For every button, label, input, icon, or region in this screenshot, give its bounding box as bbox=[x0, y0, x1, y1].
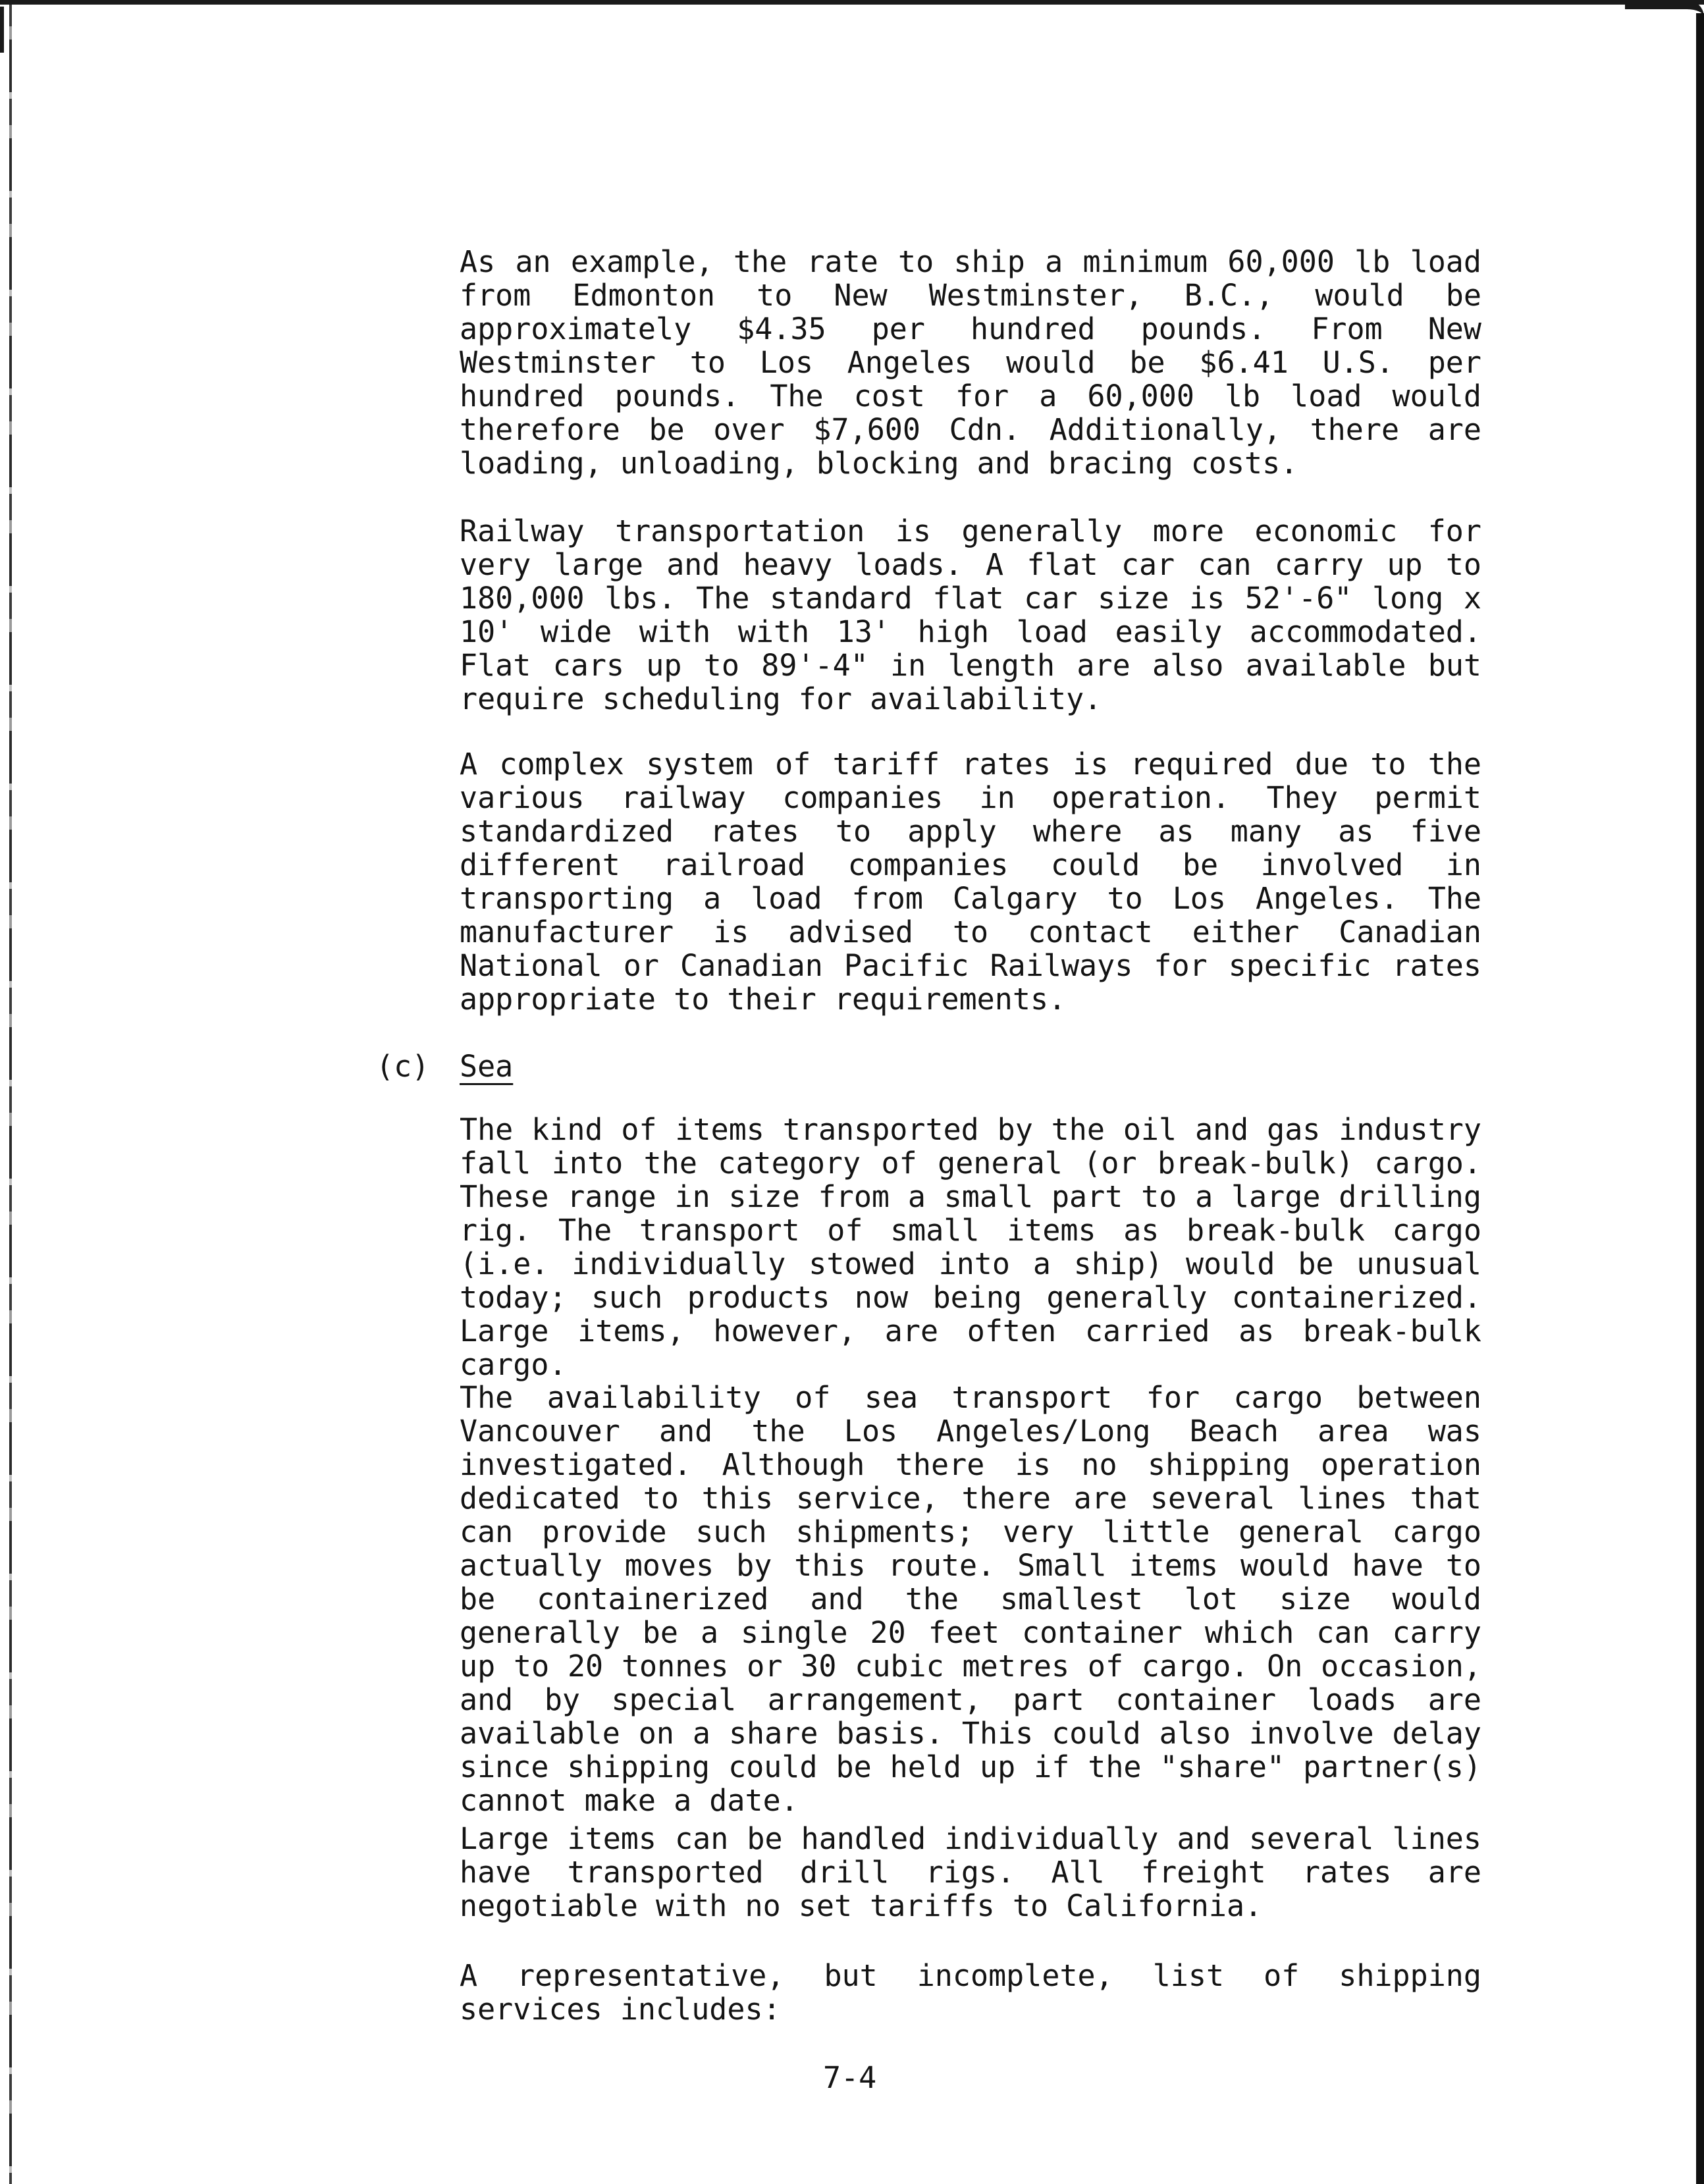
paragraph-sea-transport-availability: The availability of sea transport for cargo between Vancouver and the Los Angeles/Long Beach area was investigated. Although there is no shipping operation dedicated to this service, there are several lines that can provide such shipments; very little general cargo actually moves by this route. Small items would have to be containerized and the smallest lot size would generally be a single 20 feet container which can carry up to 20 tonnes or 30 cubic metres of cargo. On occasion, and by special arrangement, part container loads are available on a share basis. This could also involve delay since shipping could be held up if the "share" partner(s) cannot make a date. bbox=[460, 1380, 1481, 1818]
scan-right-edge bbox=[1696, 13, 1704, 2184]
paragraph-large-items: Large items can be handled individually and several lines have transported drill rigs. All freight rates are negotiable with no set tariffs to California. bbox=[460, 1821, 1481, 1923]
section-label: (c) bbox=[376, 1049, 430, 1084]
section-title: Sea bbox=[460, 1049, 514, 1084]
paragraph-shipping-services-intro: A representative, but incomplete, list of shipping services includes: bbox=[460, 1958, 1481, 2027]
paragraph-tariff-rates: A complex system of tariff rates is required due to the various railway companies in operation. They permit standardized rates to apply where as many as five different railroad companies could be involved in transporting a load from Calgary to Los Angeles. The manufacturer is advised to contact either Canadian National or Canadian Pacific Railways for specific rates appropriate to their requirements. bbox=[460, 747, 1481, 1017]
paragraph-rail-rate-example: As an example, the rate to ship a minimum 60,000 lb load from Edmonton to New Westminster, B.C., would be approximately $4.35 per hundred pounds. From New Westminster to Los Angeles would be $6.41 U.S. per hundred pounds. The cost for a 60,000 lb load would therefore be over $7,600 Cdn. Additionally, there are loading, unloading, blocking and bracing costs. bbox=[460, 244, 1481, 481]
paragraph-railway-flat-cars: Railway transportation is generally more economic for very large and heavy loads. A flat car can carry up to 180,000 lbs. The standard flat car size is 52'-6" long x 10' wide with with 13' high load easily accommodated. Flat cars up to 89'-4" in length are also available but require scheduling for availability. bbox=[460, 514, 1481, 716]
page-number: 7-4 bbox=[823, 2060, 877, 2095]
paragraph-break-bulk-cargo: The kind of items transported by the oil and gas industry fall into the category of general (or break-bulk) cargo. These range in size from a small part to a large drilling rig. The transport of small items as break-bulk cargo (i.e. individually stowed into a ship) would be unusual today; such products now being generally containerized. Large items, however, are often carried as break-bulk cargo. bbox=[460, 1112, 1481, 1382]
scan-corner-curl bbox=[1625, 0, 1704, 17]
scan-top-edge bbox=[0, 0, 1704, 5]
scan-left-edge bbox=[9, 0, 12, 2184]
scan-edge-mark bbox=[0, 7, 4, 53]
